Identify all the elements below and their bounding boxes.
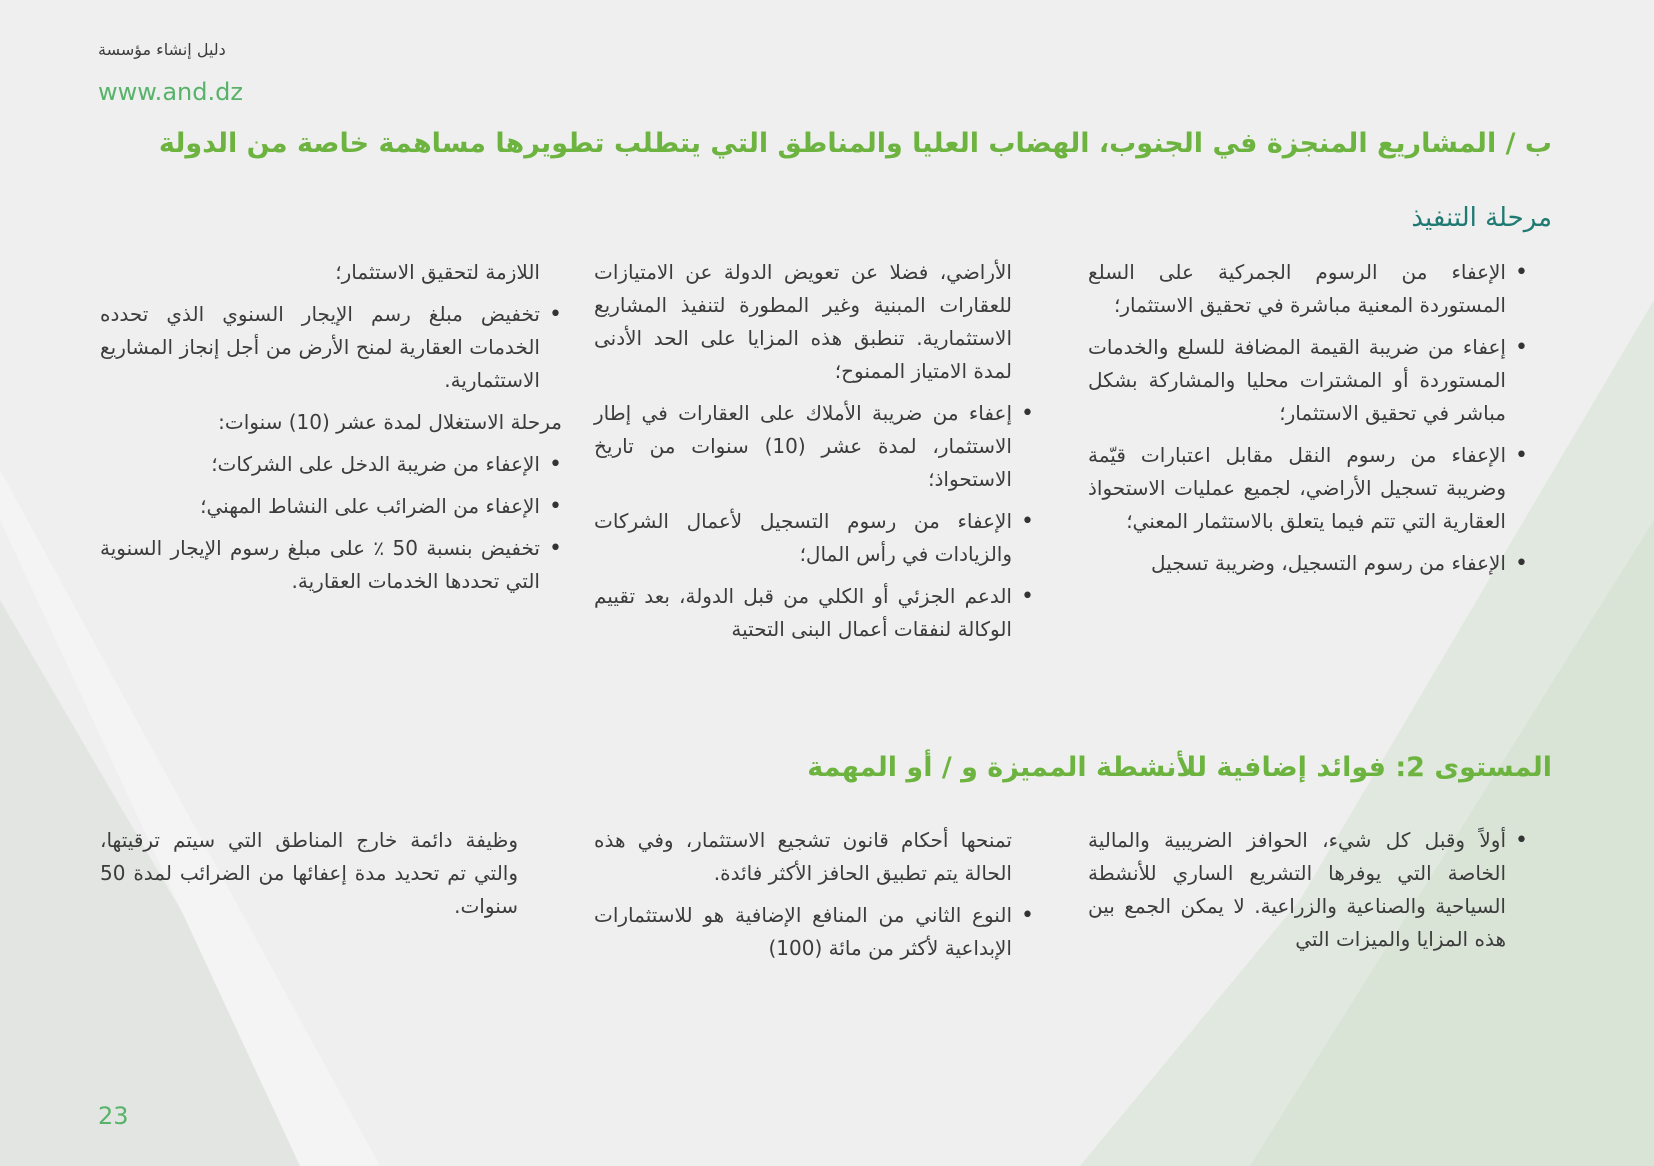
- page-number: 23: [98, 1102, 129, 1130]
- level-2-column-right: [1088, 824, 1528, 965]
- section-b-column-right: [1088, 256, 1528, 589]
- execution-phase-subheading: مرحلة التنفيذ: [1411, 203, 1552, 233]
- list-item: • تخفيض مبلغ رسم الإيجار السنوي الذي تحدده الخدمات العقارية لمنح الأرض من أجل إنجاز المشاريع الاستثمارية.: [100, 298, 562, 397]
- paragraph: الأراضي، فضلا عن تعويض الدولة عن الامتيازات للعقارات المبنية وغير المطورة لتنفيذ المشاريع الاستثمارية. تنطبق هذه المزايا على الحد الأدنى لمدة الامتياز الممنوح؛: [594, 260, 1012, 383]
- list-item: • أولاً وقبل كل شيء، الحوافز الضريبية والمالية الخاصة التي يوفرها التشريع الساري للأنشطة السياحية والصناعية والزراعية. لا يمكن الجمع بين هذه المزايا والميزات التي: [1088, 824, 1528, 956]
- level-2-heading: المستوى 2: فوائد إضافية للأنشطة المميزة و / أو المهمة: [807, 752, 1552, 783]
- list-item: • الإعفاء من ضريبة الدخل على الشركات؛: [100, 448, 562, 481]
- brand-url: www.and.dz: [98, 78, 243, 106]
- paragraph: وظيفة دائمة خارج المناطق التي سيتم ترقيتها، والتي تم تحديد مدة إعفائها من الضرائب لمدة 50 سنوات.: [100, 828, 518, 918]
- list-item: • إعفاء من ضريبة القيمة المضافة للسلع والخدمات المستوردة أو المشترات محليا والمشاركة بشكل مباشر في تحقيق الاستثمار؛: [1088, 331, 1528, 430]
- list-item: • النوع الثاني من المنافع الإضافية هو للاستثمارات الإبداعية لأكثر من مائة (100): [594, 899, 1034, 965]
- exploitation-phase-label: مرحلة الاستغلال لمدة عشر (10) سنوات:: [218, 410, 562, 434]
- paragraph: تمنحها أحكام قانون تشجيع الاستثمار، وفي هذه الحالة يتم تطبيق الحافز الأكثر فائدة.: [594, 828, 1012, 885]
- list-item: • إعفاء من ضريبة الأملاك على العقارات في إطار الاستثمار، لمدة عشر (10) سنوات من تاريخ الاستحواذ؛: [594, 397, 1034, 496]
- list-item: • الإعفاء من الضرائب على النشاط المهني؛: [100, 490, 562, 523]
- list-item: • الإعفاء من رسوم النقل مقابل اعتبارات قيّمة وضريبة تسجيل الأراضي، لجميع عمليات الاستحواذ العقارية التي تتم فيما يتعلق بالاستثمار المعني؛: [1088, 439, 1528, 538]
- list-item: • الدعم الجزئي أو الكلي من قبل الدولة، بعد تقييم الوكالة لنفقات أعمال البنى التحتية: [594, 580, 1034, 646]
- list-item: • الإعفاء من رسوم التسجيل، وضريبة تسجيل: [1088, 547, 1528, 580]
- list-item: • الإعفاء من الرسوم الجمركية على السلع المستوردة المعنية مباشرة في تحقيق الاستثمار؛: [1088, 256, 1528, 322]
- list-item: • الإعفاء من رسوم التسجيل لأعمال الشركات والزيادات في رأس المال؛: [594, 505, 1034, 571]
- paragraph: اللازمة لتحقيق الاستثمار؛: [335, 260, 540, 284]
- section-b-heading: ب / المشاريع المنجزة في الجنوب، الهضاب العليا والمناطق التي يتطلب تطويرها مساهمة خاصة من الدولة: [158, 128, 1552, 159]
- brand-title: دليل إنشاء مؤسسة: [98, 40, 226, 59]
- section-b-column-left: [100, 256, 562, 607]
- level-2-column-middle: [594, 824, 1034, 974]
- list-item: • تخفيض بنسبة 50 ٪ على مبلغ رسوم الإيجار السنوية التي تحددها الخدمات العقارية.: [100, 532, 562, 598]
- level-2-column-left: [100, 824, 540, 932]
- section-b-column-middle: [594, 256, 1034, 655]
